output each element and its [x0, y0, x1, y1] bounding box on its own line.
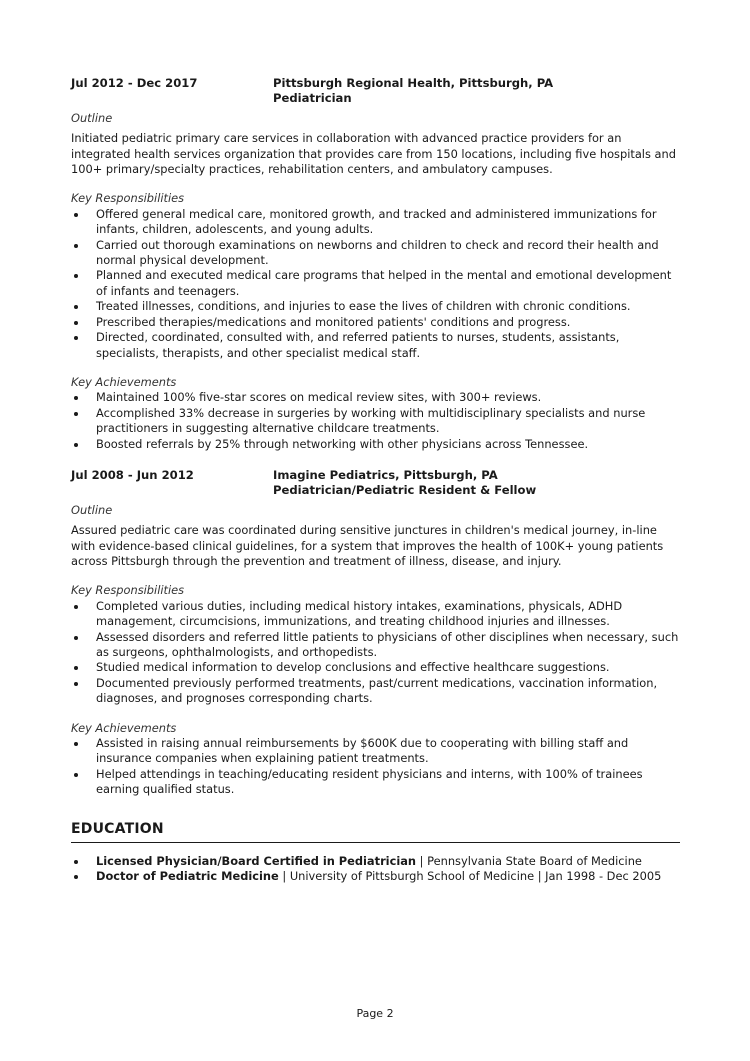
education-detail: | Pennsylvania State Board of Medicine — [416, 853, 642, 868]
list-item: Prescribed therapies/medications and monitored patients' conditions and progress. — [71, 315, 680, 330]
list-item: Completed various duties, including medical history intakes, examinations, physicals, ADHD management, circumcisions, immunizations, and treating childhood injuries and illnesses. — [71, 599, 680, 630]
education-detail: | University of Pittsburgh School of Medicine | Jan 1998 - Dec 2005 — [278, 869, 662, 884]
job-title: Pediatrician — [273, 91, 352, 106]
achievements-list — [71, 390, 680, 452]
list-item: Accomplished 33% decrease in surgeries by working with multidisciplinary specialists and nurse practitioners in suggesting alternative childcare treatments. — [71, 406, 680, 437]
outline-label: Outline — [71, 502, 113, 517]
list-item: Studied medical information to develop conclusions and effective healthcare suggestions. — [71, 660, 680, 675]
responsibilities-label: Key Responsibilities — [71, 583, 185, 598]
job-header — [71, 76, 680, 107]
education-item — [71, 869, 680, 884]
education-item — [71, 854, 680, 869]
outline-label: Outline — [71, 110, 113, 125]
list-item: Planned and executed medical care programs that helped in the mental and emotional development of infants and teenagers. — [71, 268, 680, 299]
resume-page — [71, 76, 680, 884]
list-item: Carried out thorough examinations on newborns and children to check and record their health and normal physical development. — [71, 238, 680, 269]
achievements-label: Key Achievements — [71, 720, 177, 735]
job-organization: Imagine Pediatrics, Pittsburgh, PA — [273, 467, 498, 482]
outline-text: Assured pediatric care was coordinated during sensitive junctures in children's medical journey, in-line with evidence-based clinical guidelines, for a system that improves the health of 100K+ young patients across Pittsburgh through the prevention and treatment of illness, disease, and injury. — [71, 523, 664, 568]
responsibilities-block — [71, 583, 680, 706]
job-header — [71, 468, 680, 499]
job-organization: Pittsburgh Regional Health, Pittsburgh, PA — [273, 76, 554, 90]
education-list — [71, 854, 680, 885]
education-heading: EDUCATION — [71, 819, 680, 843]
job-entry — [71, 76, 680, 452]
list-item: Assisted in raising annual reimbursements by $600K due to cooperating with billing staff and insurance companies when explaining patient treatments. — [71, 736, 680, 767]
job-dates: Jul 2008 - Jun 2012 — [71, 467, 194, 482]
job-title: Pediatrician/Pediatric Resident & Fellow — [273, 483, 537, 498]
outline-text: Initiated pediatric primary care services in collaboration with advanced practice providers for an integrated health services organization that provides care from 150 locations, including five hospitals and 100+ primary/specialty practices, rehabilitation centers, and ambulatory campuses. — [71, 131, 676, 177]
list-item: Maintained 100% five-star scores on medical review sites, with 300+ reviews. — [71, 390, 680, 405]
responsibilities-list — [71, 207, 680, 361]
responsibilities-label: Key Responsibilities — [71, 191, 185, 206]
education-degree: Licensed Physician/Board Certified in Pediatrician — [96, 853, 417, 868]
list-item: Treated illnesses, conditions, and injuries to ease the lives of children with chronic conditions. — [71, 299, 680, 314]
list-item: Helped attendings in teaching/educating resident physicians and interns, with 100% of trainees earning qualified status. — [71, 767, 680, 798]
job-entry — [71, 468, 680, 798]
job-dates: Jul 2012 - Dec 2017 — [71, 76, 198, 90]
list-item: Offered general medical care, monitored growth, and tracked and administered immunizations for infants, children, adolescents, and young adults. — [71, 207, 680, 238]
responsibilities-block — [71, 191, 680, 360]
achievements-list — [71, 736, 680, 798]
achievements-block — [71, 375, 680, 452]
list-item: Assessed disorders and referred little patients to physicians of other disciplines when necessary, such as surgeons, ophthalmologists, and orthopedists. — [71, 630, 680, 661]
list-item: Boosted referrals by 25% through networking with other physicians across Tennessee. — [71, 437, 680, 452]
responsibilities-list — [71, 599, 680, 707]
job-org-block — [273, 76, 680, 107]
achievements-block — [71, 721, 680, 798]
job-org-block — [273, 468, 680, 499]
page-number: Page 2 — [356, 1007, 394, 1020]
achievements-label: Key Achievements — [71, 374, 177, 389]
list-item: Documented previously performed treatments, past/current medications, vaccination information, diagnoses, and prognoses corresponding charts. — [71, 676, 680, 707]
list-item: Directed, coordinated, consulted with, and referred patients to nurses, students, assistants, specialists, therapists, and other specialist medical staff. — [71, 330, 680, 361]
education-degree: Doctor of Pediatric Medicine — [96, 869, 279, 884]
